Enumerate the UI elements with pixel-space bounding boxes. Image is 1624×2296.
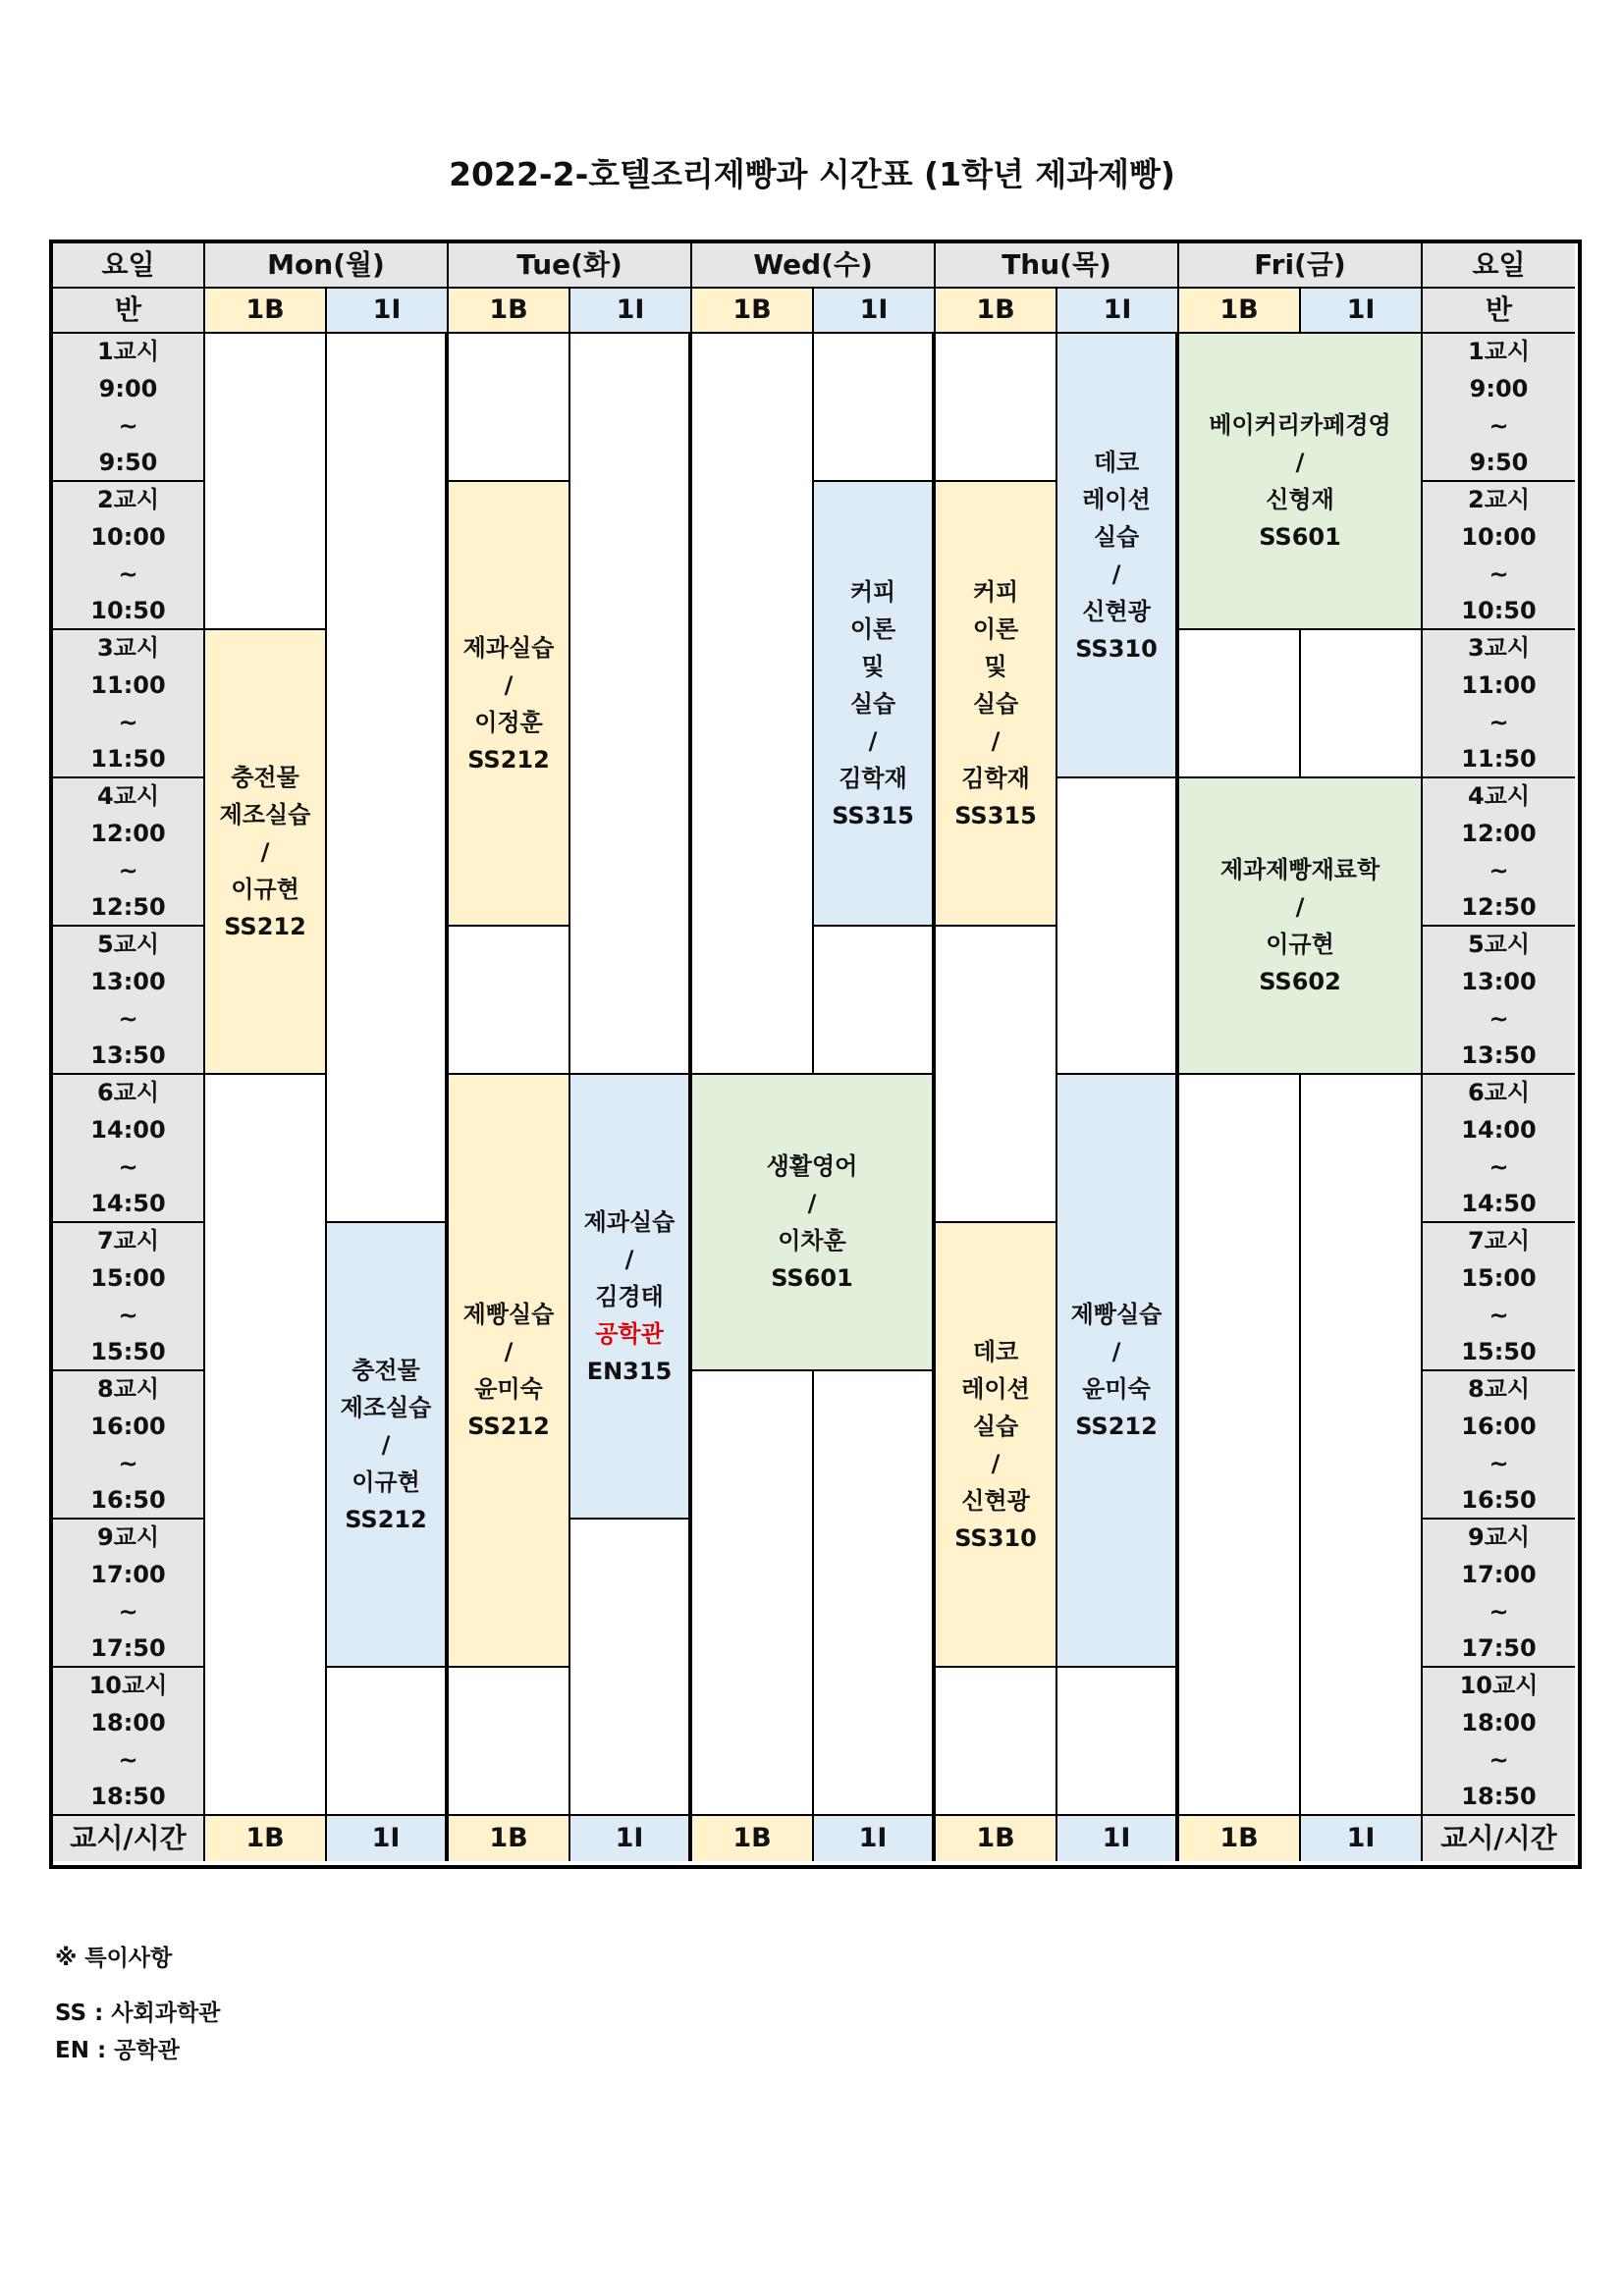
- day-header-thu: Thu(목): [936, 243, 1179, 289]
- footer-wed-1b: 1B: [692, 1816, 814, 1861]
- course-block-thu-1i-a: 데코 레이션 실습 / 신현광 SS310: [1057, 334, 1179, 778]
- footer-mon-1b: 1B: [205, 1816, 327, 1861]
- day-header-tue: Tue(화): [449, 243, 692, 289]
- course-block-thu-1i-b: 제빵실습 / 윤미숙 SS212: [1057, 1075, 1179, 1668]
- class-header-mon-1i: 1I: [327, 289, 449, 334]
- note-ss: SS : 사회과학관: [55, 2001, 221, 2026]
- empty-slot: [205, 334, 327, 630]
- class-header-tue-1i: 1I: [570, 289, 692, 334]
- period-label: 9교시 17:00 ~ 17:50: [53, 1520, 205, 1668]
- empty-slot: [449, 1668, 570, 1816]
- period-label-right: 10교시 18:00 ~ 18:50: [1423, 1668, 1575, 1816]
- period-label-right: 2교시 10:00 ~ 10:50: [1423, 482, 1575, 630]
- notes-heading: ※ 특이사항: [55, 1946, 173, 1971]
- empty-slot: [327, 334, 449, 1223]
- period-label: 7교시 15:00 ~ 15:50: [53, 1223, 205, 1371]
- empty-slot: [692, 1371, 814, 1816]
- empty-slot: [327, 1668, 449, 1816]
- empty-slot: [814, 1371, 936, 1816]
- class-header-tue-1b: 1B: [449, 289, 570, 334]
- period-label-right: 6교시 14:00 ~ 14:50: [1423, 1075, 1575, 1223]
- class-header-wed-1b: 1B: [692, 289, 814, 334]
- course-block-tue-1b-b: 제빵실습 / 윤미숙 SS212: [449, 1075, 570, 1668]
- footer-label-right: 교시/시간: [1423, 1816, 1575, 1861]
- period-label: 5교시 13:00 ~ 13:50: [53, 927, 205, 1075]
- empty-slot: [936, 927, 1057, 1223]
- class-header-mon-1b: 1B: [205, 289, 327, 334]
- course-block-wed-1i: 커피 이론 및 실습 / 김학재 SS315: [814, 482, 936, 927]
- period-label: 1교시 9:00 ~ 9:50: [53, 334, 205, 482]
- class-header-fri-1i: 1I: [1301, 289, 1423, 334]
- empty-slot: [692, 334, 814, 1075]
- footer-thu-1i: 1I: [1057, 1816, 1179, 1861]
- period-label-right: 9교시 17:00 ~ 17:50: [1423, 1520, 1575, 1668]
- empty-slot: [1179, 630, 1301, 778]
- period-label-right: 5교시 13:00 ~ 13:50: [1423, 927, 1575, 1075]
- period-label: 3교시 11:00 ~ 11:50: [53, 630, 205, 778]
- course-block-mon-1i: 충전물 제조실습 / 이규현 SS212: [327, 1223, 449, 1668]
- footer-tue-1b: 1B: [449, 1816, 570, 1861]
- class-header-thu-1i: 1I: [1057, 289, 1179, 334]
- course-block-wed-both: 생활영어 / 이차훈 SS601: [692, 1075, 936, 1371]
- period-label-right: 7교시 15:00 ~ 15:50: [1423, 1223, 1575, 1371]
- course-block-thu-1b-b: 데코 레이션 실습 / 신현광 SS310: [936, 1223, 1057, 1668]
- timetable: [49, 240, 1582, 1869]
- empty-slot: [205, 1075, 327, 1816]
- period-label-right: 1교시 9:00 ~ 9:50: [1423, 334, 1575, 482]
- period-label: 2교시 10:00 ~ 10:50: [53, 482, 205, 630]
- footer-fri-1i: 1I: [1301, 1816, 1423, 1861]
- note-en: EN : 공학관: [55, 2038, 180, 2063]
- footer-thu-1b: 1B: [936, 1816, 1057, 1861]
- empty-slot: [814, 927, 936, 1075]
- class-header-fri-1b: 1B: [1179, 289, 1301, 334]
- empty-slot: [1179, 1075, 1301, 1816]
- empty-slot: [570, 1520, 692, 1816]
- course-block-tue-1b-a: 제과실습 / 이정훈 SS212: [449, 482, 570, 927]
- day-header-right: 요일: [1423, 243, 1575, 289]
- period-label-right: 3교시 11:00 ~ 11:50: [1423, 630, 1575, 778]
- footer-wed-1i: 1I: [814, 1816, 936, 1861]
- page-title: 2022-2-호텔조리제빵과 시간표 (1학년 제과제빵): [449, 155, 1175, 193]
- footer-tue-1i: 1I: [570, 1816, 692, 1861]
- empty-slot: [936, 1668, 1057, 1816]
- class-header-left: 반: [53, 289, 205, 334]
- empty-slot: [814, 334, 936, 482]
- period-label-right: 8교시 16:00 ~ 16:50: [1423, 1371, 1575, 1520]
- empty-slot: [1301, 1075, 1423, 1816]
- empty-slot: [570, 334, 692, 1075]
- empty-slot: [1301, 630, 1423, 778]
- class-header-thu-1b: 1B: [936, 289, 1057, 334]
- period-label: 6교시 14:00 ~ 14:50: [53, 1075, 205, 1223]
- day-header-left: 요일: [53, 243, 205, 289]
- period-label: 4교시 12:00 ~ 12:50: [53, 778, 205, 927]
- footer-label-left: 교시/시간: [53, 1816, 205, 1861]
- course-block-tue-1i: 제과실습 / 김경태 공학관 EN315: [570, 1075, 692, 1520]
- course-block-thu-1b-a: 커피 이론 및 실습 / 김학재 SS315: [936, 482, 1057, 927]
- day-header-wed: Wed(수): [692, 243, 936, 289]
- empty-slot: [449, 927, 570, 1075]
- period-label: 8교시 16:00 ~ 16:50: [53, 1371, 205, 1520]
- day-header-mon: Mon(월): [205, 243, 449, 289]
- empty-slot: [936, 334, 1057, 482]
- empty-slot: [1057, 778, 1179, 1075]
- course-block-fri-b: 제과제빵재료학 / 이규현 SS602: [1179, 778, 1423, 1075]
- period-label: 10교시 18:00 ~ 18:50: [53, 1668, 205, 1816]
- course-block-fri-a: 베이커리카페경영 / 신형재 SS601: [1179, 334, 1423, 630]
- empty-slot: [1057, 1668, 1179, 1816]
- course-block-mon-1b: 충전물 제조실습 / 이규현 SS212: [205, 630, 327, 1075]
- empty-slot: [449, 334, 570, 482]
- class-header-right: 반: [1423, 289, 1575, 334]
- footer-mon-1i: 1I: [327, 1816, 449, 1861]
- day-header-fri: Fri(금): [1179, 243, 1423, 289]
- class-header-wed-1i: 1I: [814, 289, 936, 334]
- period-label-right: 4교시 12:00 ~ 12:50: [1423, 778, 1575, 927]
- footer-fri-1b: 1B: [1179, 1816, 1301, 1861]
